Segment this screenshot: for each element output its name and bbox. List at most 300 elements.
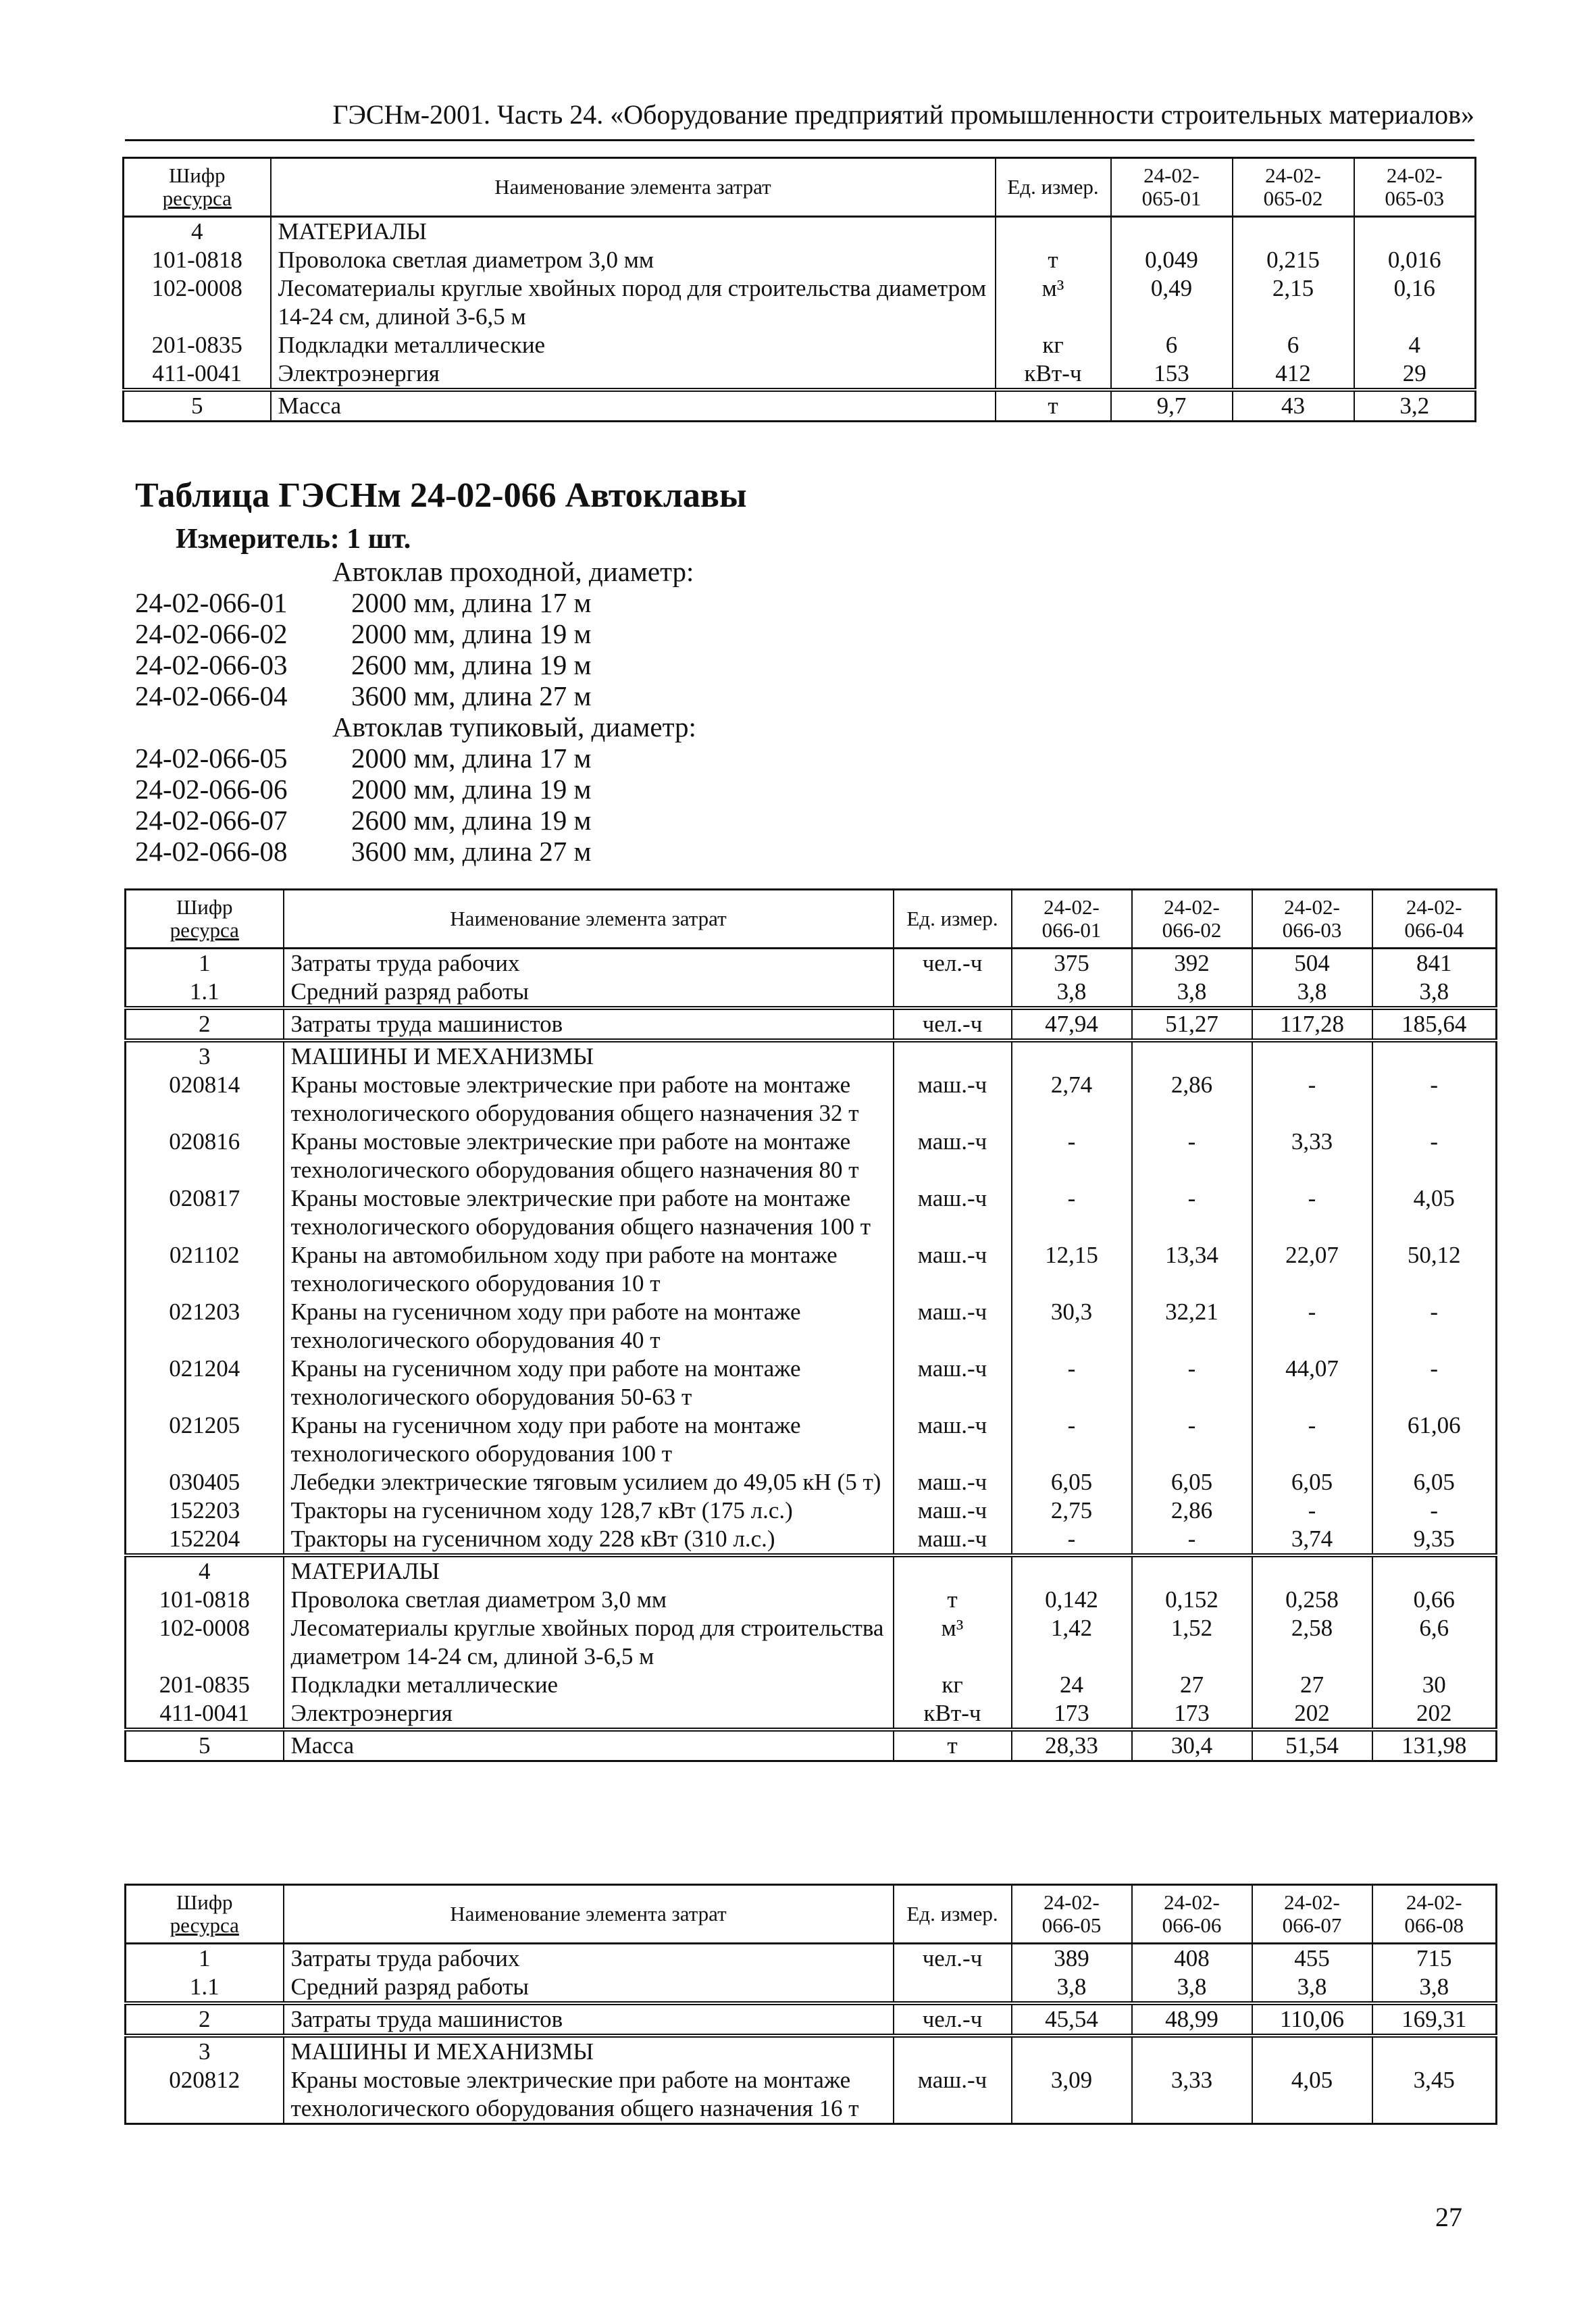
row-value: 45,54 bbox=[1012, 2003, 1132, 2036]
row-unit: чел.-ч bbox=[894, 1008, 1012, 1040]
section-title: Таблица ГЭСНм 24-02-066 Автоклавы bbox=[135, 476, 747, 515]
row-value: 30 bbox=[1372, 1671, 1497, 1699]
table-row bbox=[126, 1128, 1497, 1184]
row-value: 4,05 bbox=[1252, 2066, 1372, 2124]
variant-description: 3600 мм, длина 27 м bbox=[351, 836, 592, 867]
variant-code: 24-02-066-03 bbox=[135, 649, 288, 680]
variant-header-line1: 24-02- bbox=[1044, 1890, 1100, 1914]
row-value: 110,06 bbox=[1252, 2003, 1372, 2036]
column-header-variant bbox=[1012, 1885, 1132, 1944]
column-header-variant bbox=[1372, 1885, 1497, 1944]
row-value: 6,6 bbox=[1372, 1614, 1497, 1671]
row-unit: маш.-ч bbox=[894, 1355, 1012, 1411]
row-name: Подкладки металлические bbox=[271, 331, 996, 359]
row-unit: чел.-ч bbox=[894, 2003, 1012, 2036]
row-value: 43 bbox=[1233, 390, 1354, 422]
row-value: 3,8 bbox=[1012, 1973, 1132, 2003]
row-value: 169,31 bbox=[1372, 2003, 1497, 2036]
labor-row bbox=[126, 1944, 1497, 1973]
variant-header-line1: 24-02- bbox=[1284, 895, 1340, 919]
row-name: Лесоматериалы круглые хвойных пород для строительства диаметром 14-24 см, длиной 3-6,5 м bbox=[284, 1614, 894, 1671]
variant-header-line1: 24-02- bbox=[1386, 164, 1443, 187]
section-row-materials bbox=[126, 1555, 1497, 1586]
variant-header-line2: 066-04 bbox=[1404, 918, 1464, 942]
grade-row bbox=[126, 1973, 1497, 2003]
column-header-name: Наименование элемента затрат bbox=[284, 890, 894, 949]
row-value: 3,8 bbox=[1372, 1973, 1497, 2003]
row-name: Проволока светлая диаметром 3,0 мм bbox=[284, 1586, 894, 1614]
row-code: 5 bbox=[124, 390, 271, 422]
row-value: 32,21 bbox=[1132, 1298, 1252, 1355]
row-code: 4 bbox=[124, 217, 271, 247]
row-value: 6,05 bbox=[1372, 1468, 1497, 1496]
row-unit: чел.-ч bbox=[894, 949, 1012, 978]
row-value: 3,8 bbox=[1012, 978, 1132, 1008]
row-unit: маш.-ч bbox=[894, 1525, 1012, 1555]
row-unit: маш.-ч bbox=[894, 1071, 1012, 1128]
row-value: 1,52 bbox=[1132, 1614, 1252, 1671]
variant-code: 24-02-066-01 bbox=[135, 587, 288, 618]
column-header-code bbox=[124, 158, 271, 217]
row-unit: т bbox=[996, 390, 1111, 422]
variant-header-line1: 24-02- bbox=[1406, 1890, 1462, 1914]
variant-code: 24-02-066-02 bbox=[135, 618, 288, 649]
row-code: 1 bbox=[126, 1944, 284, 1973]
row-value: 3,8 bbox=[1252, 1973, 1372, 2003]
section-row-machines bbox=[126, 2036, 1497, 2066]
row-value bbox=[1252, 1040, 1372, 1071]
row-value: 0,258 bbox=[1252, 1586, 1372, 1614]
row-value: - bbox=[1252, 1496, 1372, 1525]
table-row bbox=[126, 1614, 1497, 1671]
row-value: 455 bbox=[1252, 1944, 1372, 1973]
row-value: 3,33 bbox=[1252, 1128, 1372, 1184]
row-value: - bbox=[1132, 1411, 1252, 1468]
row-value: 47,94 bbox=[1012, 1008, 1132, 1040]
column-header-code bbox=[126, 1885, 284, 1944]
column-header-unit: Ед. измер. bbox=[996, 158, 1111, 217]
variant-header-line2: 066-06 bbox=[1162, 1913, 1222, 1937]
column-header-variant bbox=[1012, 890, 1132, 949]
table-row bbox=[126, 1298, 1497, 1355]
table-24-02-066-part1 bbox=[124, 888, 1497, 1762]
variant-header-line1: 24-02- bbox=[1143, 164, 1200, 187]
running-header: ГЭСНм-2001. Часть 24. «Оборудование предприятий промышленности строительных материалов» bbox=[125, 95, 1474, 141]
row-value bbox=[1012, 1040, 1132, 1071]
row-unit: маш.-ч bbox=[894, 1128, 1012, 1184]
row-code: 021204 bbox=[126, 1355, 284, 1411]
row-value: 4,05 bbox=[1372, 1184, 1497, 1241]
row-code: 411-0041 bbox=[124, 359, 271, 390]
variant-description: 2000 мм, длина 17 м bbox=[351, 587, 592, 618]
row-name: Краны на гусеничном ходу при работе на монтаже технологического оборудования 50-63 т bbox=[284, 1355, 894, 1411]
row-code: 021102 bbox=[126, 1241, 284, 1298]
row-unit: маш.-ч bbox=[894, 2066, 1012, 2124]
row-value bbox=[1132, 1040, 1252, 1071]
code-header-line2: ресурса bbox=[162, 186, 232, 210]
row-value: 24 bbox=[1012, 1671, 1132, 1699]
table-row bbox=[126, 1671, 1497, 1699]
row-code: 201-0835 bbox=[124, 331, 271, 359]
row-value bbox=[1111, 217, 1233, 247]
table-row bbox=[126, 2066, 1497, 2124]
code-header-line1: Шифр bbox=[176, 1890, 233, 1914]
variant-header-line2: 066-01 bbox=[1041, 918, 1102, 942]
labor-row bbox=[126, 949, 1497, 978]
row-value: 0,49 bbox=[1111, 274, 1233, 331]
row-name: Затраты труда машинистов bbox=[284, 2003, 894, 2036]
row-value: 408 bbox=[1132, 1944, 1252, 1973]
table-body bbox=[126, 949, 1497, 1761]
row-value bbox=[1372, 2036, 1497, 2066]
section-row-machines bbox=[126, 1040, 1497, 1071]
row-name: Электроэнергия bbox=[284, 1699, 894, 1730]
row-value: - bbox=[1132, 1355, 1252, 1411]
column-header-name: Наименование элемента затрат bbox=[271, 158, 996, 217]
code-header-line1: Шифр bbox=[169, 164, 226, 187]
variant-group-heading: Автоклав проходной, диаметр: bbox=[332, 556, 694, 587]
table-header-row bbox=[124, 158, 1476, 217]
row-value: 3,2 bbox=[1354, 390, 1476, 422]
row-value: 48,99 bbox=[1132, 2003, 1252, 2036]
row-unit bbox=[996, 217, 1111, 247]
variant-description: 2000 мм, длина 19 м bbox=[351, 618, 592, 649]
column-header-variant bbox=[1252, 890, 1372, 949]
row-name: Средний разряд работы bbox=[284, 1973, 894, 2003]
row-code: 152204 bbox=[126, 1525, 284, 1555]
row-value: 13,34 bbox=[1132, 1241, 1252, 1298]
row-value: 412 bbox=[1233, 359, 1354, 390]
row-unit: маш.-ч bbox=[894, 1411, 1012, 1468]
row-name: Масса bbox=[284, 1730, 894, 1761]
variant-header-line1: 24-02- bbox=[1164, 895, 1220, 919]
table-row bbox=[126, 1525, 1497, 1555]
row-name: Затраты труда машинистов bbox=[284, 1008, 894, 1040]
row-value: 44,07 bbox=[1252, 1355, 1372, 1411]
row-value: - bbox=[1252, 1298, 1372, 1355]
row-unit: т bbox=[996, 246, 1111, 274]
row-value: 27 bbox=[1252, 1671, 1372, 1699]
row-unit: т bbox=[894, 1730, 1012, 1761]
row-code: 021205 bbox=[126, 1411, 284, 1468]
row-code: 2 bbox=[126, 2003, 284, 2036]
row-value: 2,86 bbox=[1132, 1071, 1252, 1128]
variant-code: 24-02-066-05 bbox=[135, 743, 288, 774]
row-unit bbox=[894, 1040, 1012, 1071]
row-value: - bbox=[1252, 1411, 1372, 1468]
row-value: 841 bbox=[1372, 949, 1497, 978]
row-value: 6 bbox=[1233, 331, 1354, 359]
row-name: Краны на гусеничном ходу при работе на монтаже технологического оборудования 100 т bbox=[284, 1411, 894, 1468]
row-name: Краны мостовые электрические при работе на монтаже технологического оборудования общего назначения 80 т bbox=[284, 1128, 894, 1184]
row-value: 202 bbox=[1252, 1699, 1372, 1730]
column-header-variant bbox=[1111, 158, 1233, 217]
variant-header-line2: 065-01 bbox=[1141, 186, 1202, 210]
row-name: Затраты труда рабочих bbox=[284, 949, 894, 978]
row-value: 6,05 bbox=[1012, 1468, 1132, 1496]
mass-row bbox=[126, 1730, 1497, 1761]
row-value: 27 bbox=[1132, 1671, 1252, 1699]
row-unit: маш.-ч bbox=[894, 1241, 1012, 1298]
table-row bbox=[126, 1355, 1497, 1411]
row-name: МАШИНЫ И МЕХАНИЗМЫ bbox=[284, 2036, 894, 2066]
row-value: 4 bbox=[1354, 331, 1476, 359]
table-row bbox=[126, 1184, 1497, 1241]
table-row bbox=[124, 274, 1476, 331]
row-value: - bbox=[1012, 1411, 1132, 1468]
row-value: 389 bbox=[1012, 1944, 1132, 1973]
row-code: 1.1 bbox=[126, 978, 284, 1008]
variant-code: 24-02-066-06 bbox=[135, 774, 288, 805]
row-code: 101-0818 bbox=[124, 246, 271, 274]
operators-row bbox=[126, 1008, 1497, 1040]
table-24-02-065 bbox=[122, 157, 1476, 422]
table-row bbox=[126, 1496, 1497, 1525]
row-value: - bbox=[1132, 1128, 1252, 1184]
row-code: 102-0008 bbox=[124, 274, 271, 331]
table-row bbox=[124, 246, 1476, 274]
row-name: Лебедки электрические тяговым усилием до 49,05 кН (5 т) bbox=[284, 1468, 894, 1496]
row-value: 12,15 bbox=[1012, 1241, 1132, 1298]
row-unit: маш.-ч bbox=[894, 1184, 1012, 1241]
row-name: Краны мостовые электрические при работе на монтаже технологического оборудования общего назначения 100 т bbox=[284, 1184, 894, 1241]
row-value bbox=[1132, 1555, 1252, 1586]
variant-header-line2: 065-03 bbox=[1385, 186, 1445, 210]
table-row bbox=[126, 1586, 1497, 1614]
row-value: - bbox=[1012, 1184, 1132, 1241]
row-value: 6 bbox=[1111, 331, 1233, 359]
row-code: 3 bbox=[126, 2036, 284, 2066]
row-value bbox=[1252, 2036, 1372, 2066]
row-code: 102-0008 bbox=[126, 1614, 284, 1671]
row-value: 9,7 bbox=[1111, 390, 1233, 422]
row-value bbox=[1354, 217, 1476, 247]
row-code: 020812 bbox=[126, 2066, 284, 2124]
row-code: 030405 bbox=[126, 1468, 284, 1496]
row-value: - bbox=[1252, 1184, 1372, 1241]
row-value: 0,016 bbox=[1354, 246, 1476, 274]
row-value: 0,152 bbox=[1132, 1586, 1252, 1614]
row-unit: м³ bbox=[894, 1614, 1012, 1671]
row-value: 185,64 bbox=[1372, 1008, 1497, 1040]
code-header-line2: ресурса bbox=[170, 1913, 239, 1937]
variant-header-line1: 24-02- bbox=[1284, 1890, 1340, 1914]
row-unit bbox=[894, 1973, 1012, 2003]
page-number: 27 bbox=[1435, 2202, 1462, 2232]
row-value: 392 bbox=[1132, 949, 1252, 978]
row-value bbox=[1233, 217, 1354, 247]
row-code: 021203 bbox=[126, 1298, 284, 1355]
row-unit: чел.-ч bbox=[894, 1944, 1012, 1973]
variant-group-heading: Автоклав тупиковый, диаметр: bbox=[332, 711, 696, 743]
code-header-line1: Шифр bbox=[176, 895, 233, 919]
row-value: - bbox=[1372, 1355, 1497, 1411]
row-code: 101-0818 bbox=[126, 1586, 284, 1614]
column-header-variant bbox=[1233, 158, 1354, 217]
row-value: 715 bbox=[1372, 1944, 1497, 1973]
variant-description: 2600 мм, длина 19 м bbox=[351, 649, 592, 680]
row-value: 9,35 bbox=[1372, 1525, 1497, 1555]
row-value: 6,05 bbox=[1252, 1468, 1372, 1496]
row-code: 152203 bbox=[126, 1496, 284, 1525]
table-header-row bbox=[126, 1885, 1497, 1944]
row-unit: маш.-ч bbox=[894, 1468, 1012, 1496]
row-name: Краны мостовые электрические при работе на монтаже технологического оборудования общего назначения 32 т bbox=[284, 1071, 894, 1128]
row-value: 6,05 bbox=[1132, 1468, 1252, 1496]
row-value: 173 bbox=[1132, 1699, 1252, 1730]
row-value: 173 bbox=[1012, 1699, 1132, 1730]
row-value: 0,215 bbox=[1233, 246, 1354, 274]
row-value: - bbox=[1012, 1355, 1132, 1411]
row-name: Тракторы на гусеничном ходу 128,7 кВт (175 л.с.) bbox=[284, 1496, 894, 1525]
row-unit bbox=[894, 2036, 1012, 2066]
row-value: 3,8 bbox=[1252, 978, 1372, 1008]
table-row bbox=[126, 1468, 1497, 1496]
row-value: - bbox=[1372, 1496, 1497, 1525]
row-value: 2,86 bbox=[1132, 1496, 1252, 1525]
row-value: - bbox=[1012, 1128, 1132, 1184]
row-name: Масса bbox=[271, 390, 996, 422]
row-value: 375 bbox=[1012, 949, 1132, 978]
row-value bbox=[1372, 1555, 1497, 1586]
row-value: 153 bbox=[1111, 359, 1233, 390]
column-header-unit: Ед. измер. bbox=[894, 890, 1012, 949]
row-name: Краны на гусеничном ходу при работе на монтаже технологического оборудования 40 т bbox=[284, 1298, 894, 1355]
row-value: - bbox=[1012, 1525, 1132, 1555]
variant-header-line1: 24-02- bbox=[1044, 895, 1100, 919]
row-value: 2,58 bbox=[1252, 1614, 1372, 1671]
row-unit: кВт-ч bbox=[894, 1699, 1012, 1730]
mass-row bbox=[124, 390, 1476, 422]
row-code: 201-0835 bbox=[126, 1671, 284, 1699]
row-value bbox=[1372, 1040, 1497, 1071]
row-name: Тракторы на гусеничном ходу 228 кВт (310 л.с.) bbox=[284, 1525, 894, 1555]
table-body bbox=[126, 1944, 1497, 2124]
row-value: 3,09 bbox=[1012, 2066, 1132, 2124]
row-value: 131,98 bbox=[1372, 1730, 1497, 1761]
row-value: 51,54 bbox=[1252, 1730, 1372, 1761]
variant-header-line1: 24-02- bbox=[1265, 164, 1321, 187]
column-header-code bbox=[126, 890, 284, 949]
row-value bbox=[1012, 1555, 1132, 1586]
table-row bbox=[126, 1071, 1497, 1128]
row-unit: м³ bbox=[996, 274, 1111, 331]
row-name: Подкладки металлические bbox=[284, 1671, 894, 1699]
row-code: 5 bbox=[126, 1730, 284, 1761]
row-value: - bbox=[1132, 1184, 1252, 1241]
row-value: 117,28 bbox=[1252, 1008, 1372, 1040]
column-header-variant bbox=[1132, 1885, 1252, 1944]
row-value: - bbox=[1252, 1071, 1372, 1128]
table-row bbox=[124, 359, 1476, 390]
row-value bbox=[1012, 2036, 1132, 2066]
row-value: 0,16 bbox=[1354, 274, 1476, 331]
variant-code: 24-02-066-04 bbox=[135, 680, 288, 711]
row-value: 30,4 bbox=[1132, 1730, 1252, 1761]
variant-header-line1: 24-02- bbox=[1164, 1890, 1220, 1914]
row-code: 1.1 bbox=[126, 1973, 284, 2003]
row-unit: кг bbox=[894, 1671, 1012, 1699]
variant-description: 2000 мм, длина 19 м bbox=[351, 774, 592, 805]
row-value: 3,8 bbox=[1372, 978, 1497, 1008]
section-row-materials bbox=[124, 217, 1476, 247]
row-code: 020814 bbox=[126, 1071, 284, 1128]
row-value: 51,27 bbox=[1132, 1008, 1252, 1040]
row-value: 2,15 bbox=[1233, 274, 1354, 331]
row-name: МАТЕРИАЛЫ bbox=[271, 217, 996, 247]
row-code: 411-0041 bbox=[126, 1699, 284, 1730]
measure-unit: Измеритель: 1 шт. bbox=[176, 524, 411, 555]
row-value: - bbox=[1372, 1071, 1497, 1128]
variant-header-line2: 066-08 bbox=[1404, 1913, 1464, 1937]
row-value: 22,07 bbox=[1252, 1241, 1372, 1298]
row-value: 50,12 bbox=[1372, 1241, 1497, 1298]
row-unit bbox=[894, 978, 1012, 1008]
row-name: МАТЕРИАЛЫ bbox=[284, 1555, 894, 1586]
variant-code: 24-02-066-07 bbox=[135, 805, 288, 836]
variant-description: 2600 мм, длина 19 м bbox=[351, 805, 592, 836]
row-value: 3,45 bbox=[1372, 2066, 1497, 2124]
row-value: 1,42 bbox=[1012, 1614, 1132, 1671]
variant-code: 24-02-066-08 bbox=[135, 836, 288, 867]
row-name: Краны мостовые электрические при работе на монтаже технологического оборудования общего назначения 16 т bbox=[284, 2066, 894, 2124]
row-value: 0,049 bbox=[1111, 246, 1233, 274]
row-value: 61,06 bbox=[1372, 1411, 1497, 1468]
table-row bbox=[126, 1241, 1497, 1298]
column-header-variant bbox=[1132, 890, 1252, 949]
row-value: - bbox=[1372, 1298, 1497, 1355]
column-header-name: Наименование элемента затрат bbox=[284, 1885, 894, 1944]
variant-header-line1: 24-02- bbox=[1406, 895, 1462, 919]
row-value: - bbox=[1372, 1128, 1497, 1184]
row-unit: кВт-ч bbox=[996, 359, 1111, 390]
row-value: 0,66 bbox=[1372, 1586, 1497, 1614]
table-row bbox=[126, 1411, 1497, 1468]
row-code: 4 bbox=[126, 1555, 284, 1586]
row-name: МАШИНЫ И МЕХАНИЗМЫ bbox=[284, 1040, 894, 1071]
row-value: - bbox=[1132, 1525, 1252, 1555]
table-24-02-066-part2 bbox=[124, 1884, 1497, 2125]
row-unit: маш.-ч bbox=[894, 1298, 1012, 1355]
row-value: 0,142 bbox=[1012, 1586, 1132, 1614]
row-name: Электроэнергия bbox=[271, 359, 996, 390]
table-header-row bbox=[126, 890, 1497, 949]
table-row bbox=[126, 1699, 1497, 1730]
column-header-variant bbox=[1354, 158, 1476, 217]
row-name: Средний разряд работы bbox=[284, 978, 894, 1008]
row-unit: маш.-ч bbox=[894, 1496, 1012, 1525]
row-value bbox=[1252, 1555, 1372, 1586]
row-value: 202 bbox=[1372, 1699, 1497, 1730]
variant-header-line2: 066-03 bbox=[1282, 918, 1342, 942]
variant-header-line2: 066-02 bbox=[1162, 918, 1222, 942]
row-value: 504 bbox=[1252, 949, 1372, 978]
row-code: 020816 bbox=[126, 1128, 284, 1184]
row-value bbox=[1132, 2036, 1252, 2066]
operators-row bbox=[126, 2003, 1497, 2036]
row-name: Проволока светлая диаметром 3,0 мм bbox=[271, 246, 996, 274]
row-value: 28,33 bbox=[1012, 1730, 1132, 1761]
row-value: 2,74 bbox=[1012, 1071, 1132, 1128]
row-value: 29 bbox=[1354, 359, 1476, 390]
row-code: 1 bbox=[126, 949, 284, 978]
table-row bbox=[124, 331, 1476, 359]
variant-description: 2000 мм, длина 17 м bbox=[351, 743, 592, 774]
column-header-variant bbox=[1372, 890, 1497, 949]
row-value: 3,8 bbox=[1132, 978, 1252, 1008]
variant-header-line2: 066-05 bbox=[1041, 1913, 1102, 1937]
variant-description: 3600 мм, длина 27 м bbox=[351, 680, 592, 711]
